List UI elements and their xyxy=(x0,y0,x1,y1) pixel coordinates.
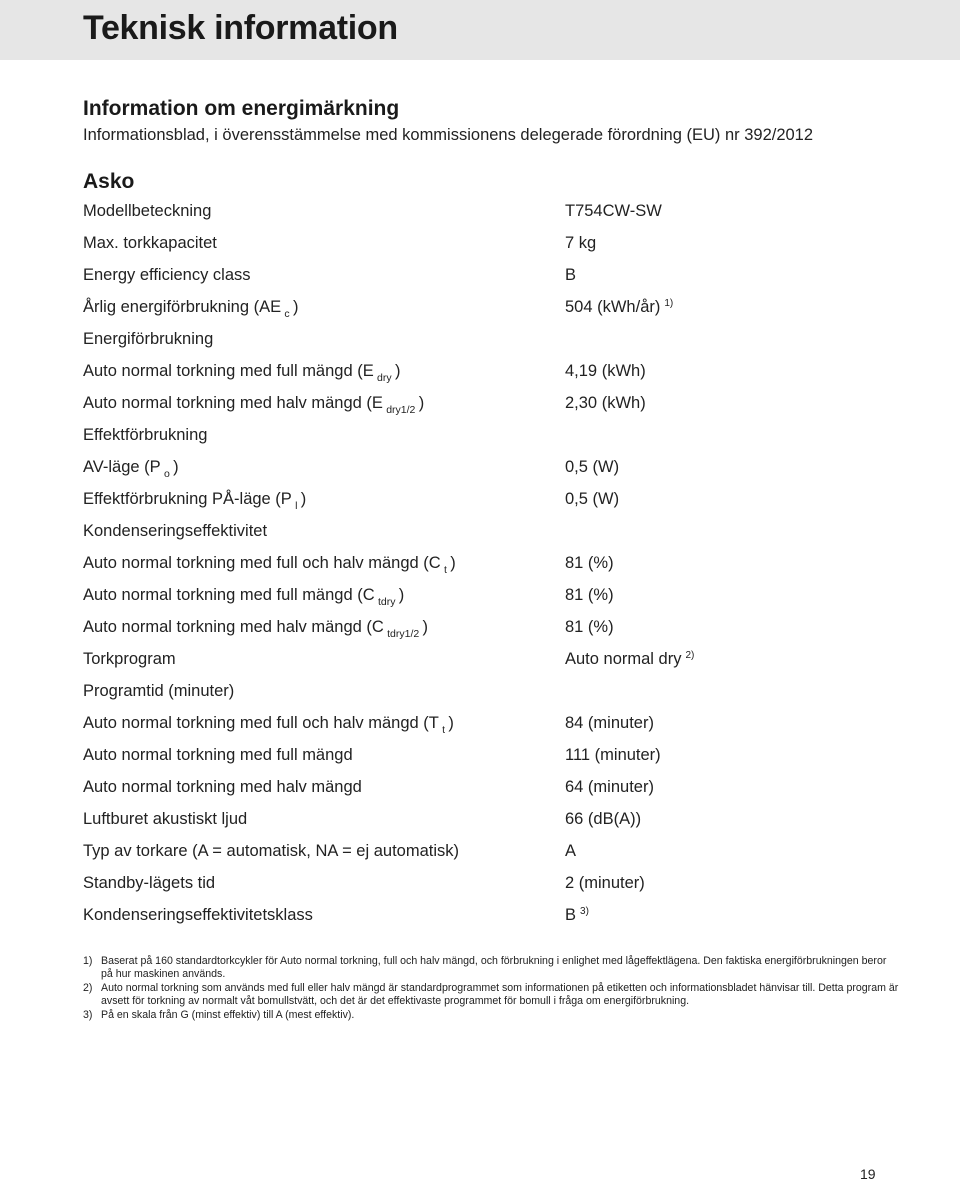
spec-label xyxy=(83,712,454,734)
spec-label-text: Årlig energiförbrukning (AE xyxy=(83,298,282,316)
spec-label-text: Auto normal torkning med full mängd (E xyxy=(83,362,374,380)
spec-label xyxy=(83,584,404,606)
spec-label-text: Auto normal torkning med halv mängd (C xyxy=(83,618,384,636)
spec-label-end: ) xyxy=(292,298,299,316)
spec-value-text: 84 (minuter) xyxy=(565,714,654,732)
footnote-number: 1) xyxy=(83,955,93,967)
spec-value-text: 2,30 (kWh) xyxy=(565,394,646,412)
spec-value-text: 4,19 (kWh) xyxy=(565,362,646,380)
spec-label-text: Auto normal torkning med halv mängd xyxy=(83,778,362,796)
footnote-text: Baserat på 160 standardtorkcykler för Auto normal torkning, full och halv mängd, och förbrukning i enlighet med lågeffektlägena. Den faktiska energiförbrukningen beror på hur maskinen används. xyxy=(101,955,887,981)
spec-label xyxy=(83,392,424,414)
brand-name: Asko xyxy=(83,170,135,193)
footnote-ref: 2) xyxy=(685,650,695,661)
spec-label-end: ) xyxy=(450,554,456,572)
spec-value xyxy=(565,296,673,318)
footnote-text: Auto normal torkning som används med full eller halv mängd är standardprogrammet som informationen på etiketten och informationsbladet hänvisar till. Detta program är avsett för torkning av normalt våt bomullstvätt, och det är det effektivaste programmet för bomull i fråga om energiförbrukning. xyxy=(101,982,899,1008)
spec-value xyxy=(565,264,576,286)
spec-label-subscript: dry xyxy=(377,372,392,384)
spec-value-text: 504 (kWh/år) xyxy=(565,298,661,316)
spec-value xyxy=(565,808,641,830)
spec-value xyxy=(565,712,654,734)
spec-value-text: 0,5 (W) xyxy=(565,490,620,508)
spec-label xyxy=(83,424,207,446)
spec-label-text: Modellbeteckning xyxy=(83,202,212,220)
spec-label-subscript: o xyxy=(163,468,170,480)
spec-label-text: Max. torkkapacitet xyxy=(83,234,217,252)
spec-label-text: Effektförbrukning PÅ-läge (P xyxy=(83,490,292,508)
spec-value-text: 7 kg xyxy=(565,234,597,252)
spec-label-subscript: tdry xyxy=(377,596,396,608)
section-subtitle: Informationsblad, i överensstämmelse med kommissionens delegerade förordning (EU) nr 392/2012 xyxy=(83,126,814,144)
spec-value xyxy=(565,584,614,606)
spec-label xyxy=(83,552,456,574)
spec-label-subscript: dry1/2 xyxy=(386,404,416,416)
footnote-ref: 1) xyxy=(664,298,674,309)
spec-value-text: 81 (%) xyxy=(565,554,614,572)
spec-label xyxy=(83,744,353,766)
spec-label-text: Auto normal torkning med full mängd xyxy=(83,746,353,764)
title-bar xyxy=(0,0,960,60)
spec-label-end: ) xyxy=(418,394,425,412)
spec-label-text: Luftburet akustiskt ljud xyxy=(83,810,248,828)
spec-value-text: 0,5 (W) xyxy=(565,458,620,476)
spec-value xyxy=(565,648,694,670)
spec-label-text: Auto normal torkning med full och halv mängd (C xyxy=(83,554,441,572)
footnote-number: 3) xyxy=(83,1009,93,1021)
spec-label-text: Energiförbrukning xyxy=(83,330,214,348)
spec-label-text: Torkprogram xyxy=(83,650,176,668)
spec-value xyxy=(565,776,654,798)
spec-value-text: T754CW-SW xyxy=(565,202,662,220)
spec-label xyxy=(83,872,215,894)
spec-value-text: 81 (%) xyxy=(565,586,614,604)
spec-label xyxy=(83,648,176,670)
spec-value xyxy=(565,840,576,862)
footnote-number: 2) xyxy=(83,982,93,994)
page-title: Teknisk information xyxy=(83,9,398,47)
spec-label xyxy=(83,232,217,254)
spec-label xyxy=(83,904,313,926)
spec-value-text: 81 (%) xyxy=(565,618,614,636)
spec-value-text: B xyxy=(565,906,577,924)
spec-label xyxy=(83,328,213,350)
spec-label-text: Auto normal torkning med full mängd (C xyxy=(83,586,375,604)
spec-label-subscript: c xyxy=(284,308,290,320)
spec-label-end: ) xyxy=(398,586,405,604)
spec-label-text: Programtid (minuter) xyxy=(83,682,235,700)
spec-value xyxy=(565,392,646,414)
spec-value-text: 64 (minuter) xyxy=(565,778,654,796)
spec-value-text: 2 (minuter) xyxy=(565,874,645,892)
spec-label-text: Kondenseringseffektivitetsklass xyxy=(83,906,313,924)
spec-value xyxy=(565,200,662,222)
spec-value xyxy=(565,488,619,510)
spec-label-text: Effektförbrukning xyxy=(83,426,208,444)
spec-label-end: ) xyxy=(300,490,307,508)
spec-label xyxy=(83,264,251,286)
spec-label-text: Kondenseringseffektivitet xyxy=(83,522,268,540)
spec-label xyxy=(83,680,234,702)
spec-value xyxy=(565,904,589,926)
spec-label-text: Typ av torkare (A = automatisk, NA = ej automatisk) xyxy=(83,842,459,860)
spec-value xyxy=(565,744,661,766)
spec-label xyxy=(83,840,459,862)
spec-label xyxy=(83,488,306,510)
spec-value xyxy=(565,232,596,254)
spec-label xyxy=(83,296,298,318)
spec-label-end: ) xyxy=(422,618,429,636)
section-heading: Information om energimärkning xyxy=(83,97,400,120)
spec-value-text: A xyxy=(565,842,577,860)
spec-label-text: Standby-lägets tid xyxy=(83,874,216,892)
spec-label-end: ) xyxy=(173,458,179,476)
spec-label-subscript: tdry1/2 xyxy=(387,628,420,640)
footnote-ref: 3) xyxy=(580,906,589,917)
spec-value xyxy=(565,872,645,894)
spec-value xyxy=(565,616,614,638)
spec-value xyxy=(565,456,619,478)
spec-label xyxy=(83,808,247,830)
spec-label xyxy=(83,456,179,478)
spec-label-text: Energy efficiency class xyxy=(83,266,251,284)
spec-value-text: Auto normal dry xyxy=(565,650,682,668)
spec-label xyxy=(83,360,400,382)
spec-value xyxy=(565,360,646,382)
spec-label-end: ) xyxy=(448,714,454,732)
spec-label-text: Auto normal torkning med full och halv mängd (T xyxy=(83,714,439,732)
spec-label-subscript: l xyxy=(295,500,298,512)
spec-value-text: 111 (minuter) xyxy=(565,746,661,764)
spec-value-text: 66 (dB(A)) xyxy=(565,810,642,828)
page-number: 19 xyxy=(860,1166,876,1182)
spec-label-subscript: t xyxy=(444,564,447,576)
spec-value-text: B xyxy=(565,266,577,284)
spec-label-text: Auto normal torkning med halv mängd (E xyxy=(83,394,383,412)
spec-label xyxy=(83,616,428,638)
spec-label xyxy=(83,200,211,222)
spec-value xyxy=(565,552,614,574)
footnote-text: På en skala från G (minst effektiv) till A (mest effektiv). xyxy=(101,1009,355,1021)
spec-label-text: AV-läge (P xyxy=(83,458,161,476)
spec-label-end: ) xyxy=(394,362,401,380)
spec-label xyxy=(83,520,267,542)
spec-label-subscript: t xyxy=(442,724,446,736)
spec-label xyxy=(83,776,362,798)
